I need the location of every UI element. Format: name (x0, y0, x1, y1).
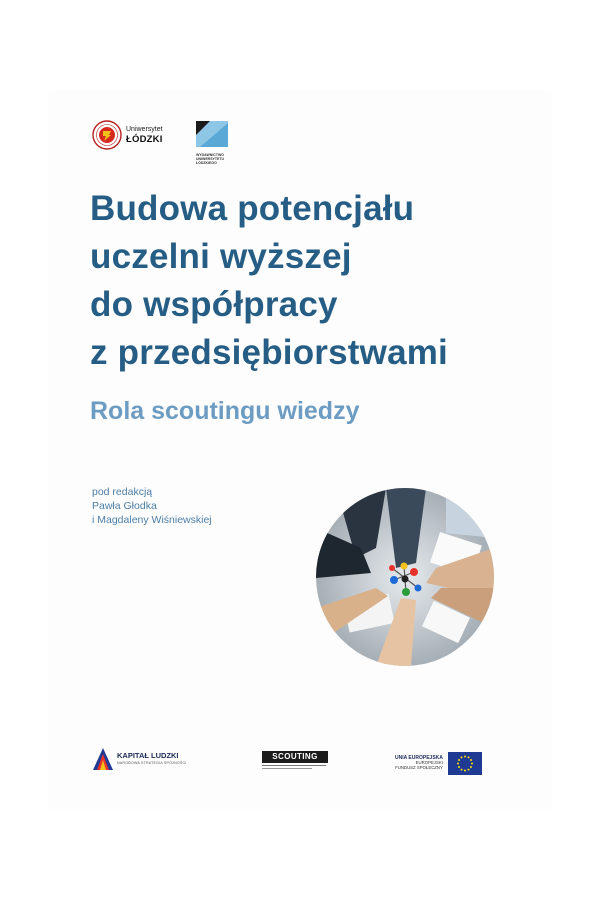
eu-flag-icon (448, 752, 482, 775)
book-title: Budowa potencjału uczelni wyższej do współpracy z przedsiębiorstwami (90, 189, 448, 372)
press-logo (196, 121, 236, 166)
kapital-ludzki-icon (93, 748, 113, 770)
press-label: WYDAWNICTWO UNIWERSYTETU ŁÓDZKIEGO (196, 153, 224, 166)
university-logo (92, 120, 163, 150)
scouting-logo (262, 751, 328, 772)
kapital-ludzki-title: KAPITAŁ LUDZKI (117, 751, 179, 761)
university-label-small: Uniwersytet (126, 125, 163, 133)
university-label-big: ŁÓDZKI (126, 133, 163, 145)
eu-fund-line2: FUNDUSZ SPOŁECZNY (395, 765, 443, 771)
scouting-tagline-icon (262, 764, 328, 772)
book-subtitle: Rola scoutingu wiedzy (90, 397, 360, 425)
kapital-ludzki-subtitle: NARODOWA STRATEGIA SPÓJNOŚCI (117, 760, 187, 765)
kapital-ludzki-logo (93, 748, 187, 770)
eu-label: UNIA EUROPEJSKA (395, 754, 443, 761)
eu-logo (395, 752, 482, 775)
editors: pod redakcją Pawła Głodka i Magdaleny Wiśniewskiej (92, 486, 212, 526)
press-mark-icon (196, 121, 228, 147)
cover-photo (316, 488, 494, 666)
scouting-label: SCOUTING (262, 751, 328, 763)
university-seal-icon (92, 120, 122, 150)
eu-fund-line1: EUROPEJSKI (415, 760, 443, 766)
